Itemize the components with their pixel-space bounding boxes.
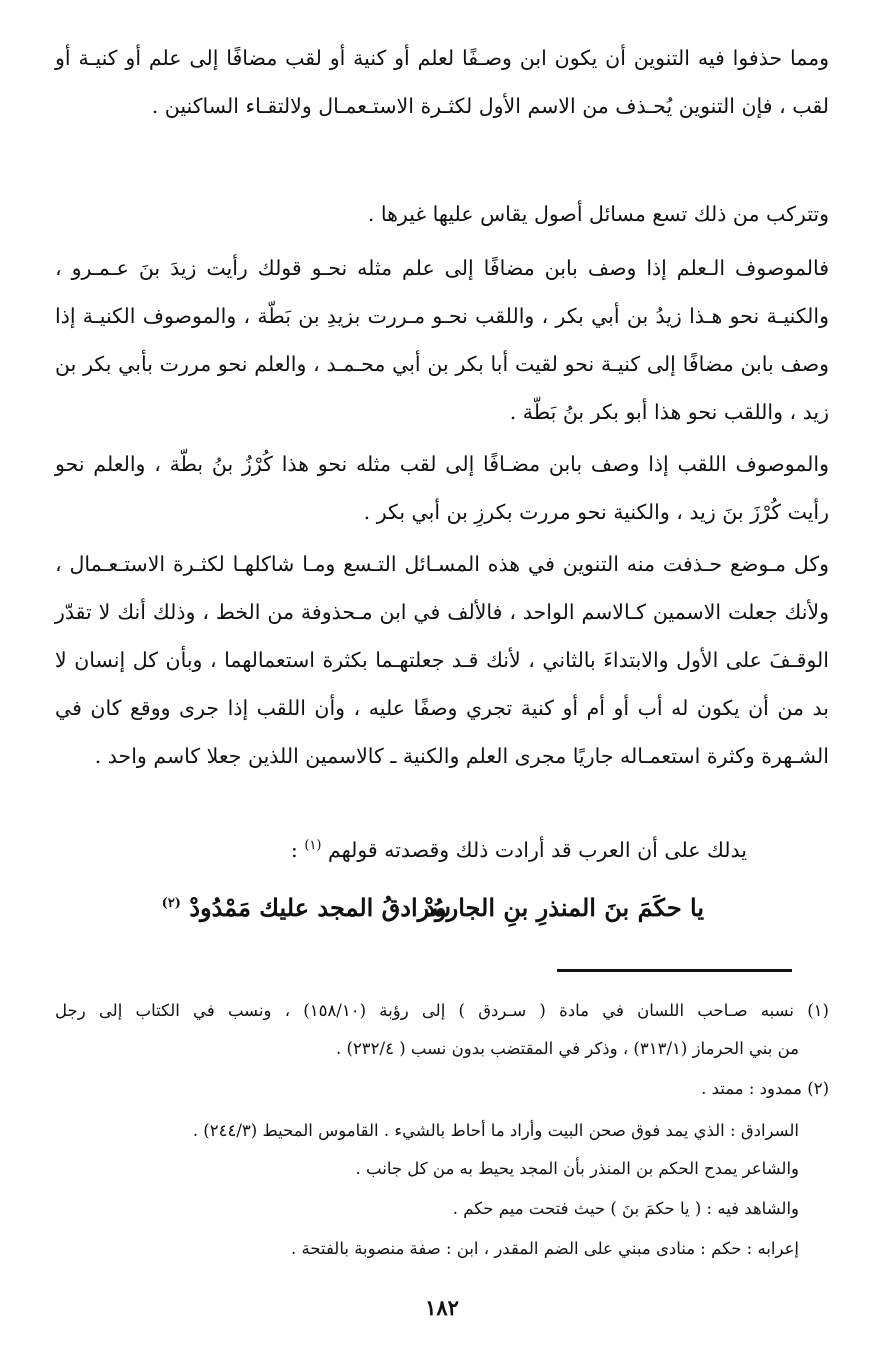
paragraph-3: فالموصوف الـعلم إذا وصف بابن مضافًا إلى علم مثله نحـو قولك رأيت زيدَ بنَ عـمـرو ، والكنيـة نحو هـذا زيدُ بن أبي بكر ، واللقب نحـو مـررت بزيدِ بن بَطّة ، والموصوف الكنيـة إذا وصف بابن مضافًا إلى كنيـة نحو لقيت أبا بكر بن أبي محـمـد ، والعلم نحو مررت بأبي بكر بن زيد ، واللقب نحو هذا أبو بكر بنُ بَطّة . <box>55 256 829 424</box>
paragraph-6-colon: : <box>290 838 298 862</box>
poetry-verse <box>0 880 884 936</box>
footnote-2: (٢) ممدود : ممتد . <box>701 1079 829 1098</box>
footnote-2-explanation: السرادق : الذي يمد فوق صحن البيت وأراد ما أحاط بالشيء . القاموس المحيط (٢٤٤/٣) . <box>192 1121 799 1140</box>
verse-first-hemistich: يا حكَمَ بنَ المنذرِ بنِ الجارودْ <box>424 893 704 922</box>
footnote-separator <box>557 969 792 972</box>
footnote-2-evidence: والشاهد فيه : ( يا حكمَ بنَ ) حيث فتحت ميم حكم . <box>452 1199 799 1218</box>
paragraph-6-text: يدلك على أن العرب قد أرادت ذلك وقصدته قولهم <box>327 838 747 862</box>
paragraph-1: ومما حذفوا فيه التنوين أن يكون ابن وصـفًا لعلم أو كنية أو لقب مضافًا إلى علم أو كنيـة أو لقب ، فإن التنوين يُحـذف من الاسم الأول لكثـرة الاستـعمـال ولالتقـاء الساكنين . <box>55 46 829 118</box>
verse-second-hemistich-text: سُرادقُ المجد عليك مَمْدُودْ <box>189 893 451 922</box>
footnote-2-meaning: والشاعر يمدح الحكم بن المنذر بأن المجد يحيط به من كل جانب . <box>355 1159 799 1178</box>
footnote-1-continued: من بني الحرماز (٣١٣/١) ، وذكر في المقتضب بدون نسب ( ٢٣٢/٤) . <box>336 1039 799 1058</box>
paragraph-5: وكل مـوضع حـذفت منه التنوين في هذه المسـائل التـسع ومـا شاكلهـا لكثـرة الاستـعـمال ، ولأنك جعلت الاسمين كـالاسم الواحد ، فالألف في ابن مـحذوفة من الخط ، وذلك أنك لا تقدّر الوقـفَ على الأول والابتداءَ بالثاني ، لأنك قـد جعلتهـما بكثرة استعمالهما ، وبأن كل إنسان لا بد من أن يكون له أب أو أم أو كنية تجري وصفًا عليه ، وأن اللقب إذا جرى ووقع كان في الشـهرة وكثرة استعمـاله جاريًا مجرى العلم والكنية ـ كالاسمين اللذين جعلا كاسم واحد . <box>55 552 829 768</box>
paragraph-4: والموصوف اللقب إذا وصف بابن مضـافًا إلى لقب مثله نحو هذا كُرْزُ بنُ بطّة ، والعلم نحو رأيت كُرْزَ بنَ زيد ، والكنية نحو مررت بكرزِ بن أبي بكر . <box>55 452 829 524</box>
paragraph-6 <box>291 826 747 874</box>
footnote-2-grammar: إعرابه : حكم : منادى مبني على الضم المقدر ، ابن : صفة منصوبة بالفتحة . <box>290 1239 799 1258</box>
footnote-ref-1: (١) <box>304 838 322 854</box>
paragraph-2: وتتركب من ذلك تسع مسائل أصول يقاس عليها غيرها . <box>367 202 829 226</box>
verse-second-hemistich <box>162 880 451 936</box>
page-number: ١٨٢ <box>425 1295 459 1320</box>
footnote-1: (١) نسبه صـاحب اللسان في مادة ( سـردق ) إلى رؤبة (١٥٨/١٠) ، ونسب في الكتاب إلى رجل <box>55 1001 829 1020</box>
footnote-ref-2: (٢) <box>161 896 181 911</box>
